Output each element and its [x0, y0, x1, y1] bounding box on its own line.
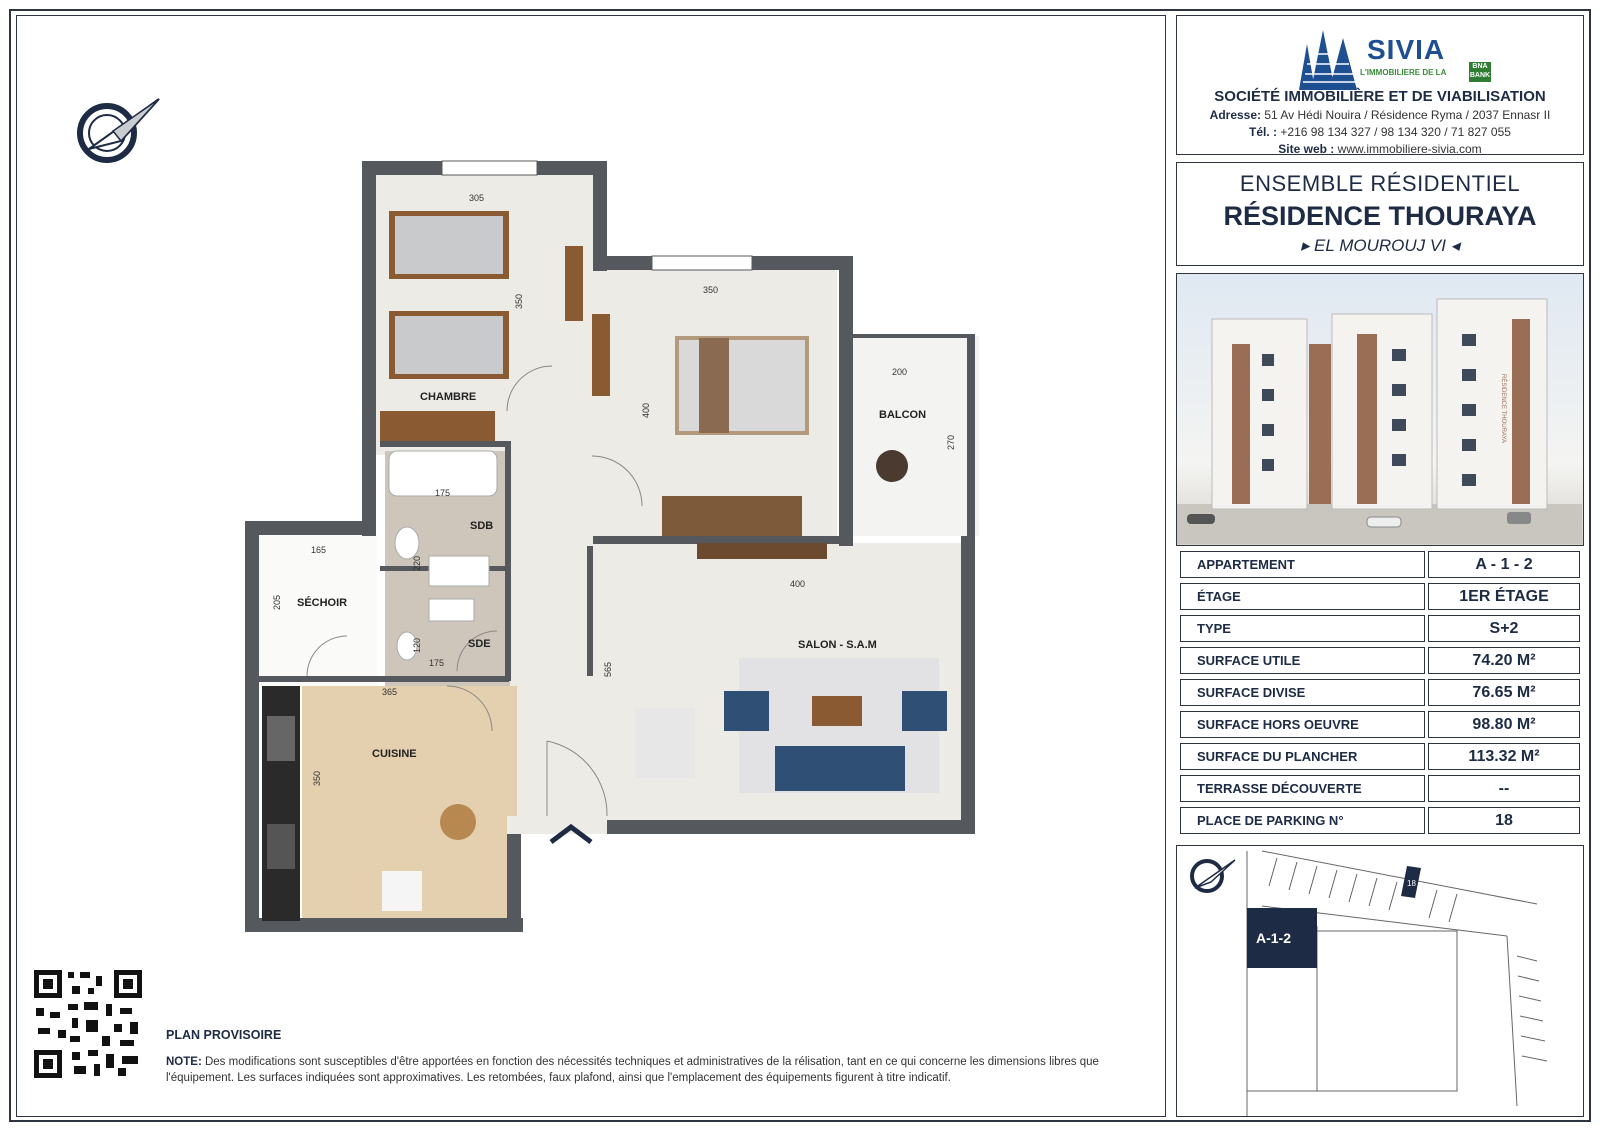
spec-value: 98.80 M² — [1428, 711, 1580, 738]
phone-value: +216 98 134 327 / 98 134 320 / 71 827 055 — [1280, 125, 1511, 139]
spec-value: 74.20 M² — [1428, 647, 1580, 674]
dim-sdb-height: 220 — [412, 555, 422, 571]
dim-sdb-width: 175 — [435, 488, 451, 498]
spec-row-type — [1180, 615, 1580, 642]
address-value: 51 Av Hédi Nouira / Résidence Ryma / 2037 Ennasr II — [1264, 108, 1551, 122]
web-label: Site web : — [1278, 142, 1335, 156]
spec-row-surface-hors-oeuvre — [1180, 711, 1580, 738]
site-plan — [1176, 845, 1584, 1117]
project-location: ▸ EL MOUROUJ VI ◂ — [1300, 236, 1460, 255]
room-label-cuisine: CUISINE — [372, 748, 417, 760]
web-value: www.immobiliere-sivia.com — [1337, 142, 1482, 156]
brand-tagline: L'IMMOBILIERE DE LA — [1360, 68, 1447, 77]
site-unit-label: A-1-2 — [1256, 930, 1292, 946]
room-label-sdb: SDB — [470, 520, 494, 532]
dim-sechoir-height: 205 — [272, 594, 282, 610]
project-title-box — [1176, 162, 1584, 266]
project-name: RÉSIDENCE THOURAYA — [1223, 201, 1537, 231]
dim-salon-height: 565 — [603, 661, 613, 677]
room-label-salon: SALON - S.A.M — [798, 639, 877, 651]
dim-cuisine-height: 350 — [312, 770, 322, 786]
spec-row-surface-utile — [1180, 647, 1580, 674]
dim-sde-width: 175 — [429, 658, 445, 668]
room-label-sde: SDE — [468, 638, 491, 650]
spec-label: APPARTEMENT — [1180, 551, 1425, 578]
spec-label: SURFACE UTILE — [1180, 647, 1425, 674]
qr-code — [32, 968, 144, 1080]
dim-chambre-height: 350 — [514, 293, 524, 309]
spec-value: A - 1 - 2 — [1428, 551, 1580, 578]
brand-name: SIVIA — [1367, 34, 1446, 65]
note-text — [166, 1054, 1141, 1086]
phone-label: Tél. : — [1249, 125, 1278, 139]
dim-master-height: 400 — [641, 402, 651, 418]
spec-value: 113.32 M² — [1428, 743, 1580, 770]
floor-plan — [17, 16, 1167, 1016]
spec-label: SURFACE DU PLANCHER — [1180, 743, 1425, 770]
spec-row-parking — [1180, 807, 1580, 834]
company-phone — [1177, 125, 1583, 139]
room-label-sechoir: SÉCHOIR — [297, 597, 348, 609]
spec-row-surface-divise — [1180, 679, 1580, 706]
company-name: SOCIÉTÉ IMMOBILIÈRE ET DE VIABILISATION — [1214, 88, 1546, 105]
address-label: Adresse: — [1209, 108, 1262, 122]
dim-sde-height: 120 — [412, 637, 422, 653]
facade-text: RÉSIDENCE THOURAYA — [1500, 374, 1506, 444]
spec-value: 18 — [1428, 807, 1580, 834]
spec-row-surface-plancher — [1180, 743, 1580, 770]
spec-label: TYPE — [1180, 615, 1425, 642]
note-title: PLAN PROVISOIRE — [166, 1028, 282, 1042]
dim-balcon-width: 200 — [892, 367, 908, 377]
company-header — [1176, 15, 1584, 155]
spec-row-appartement — [1180, 551, 1580, 578]
building-logo-icon — [1289, 24, 1369, 90]
dim-salon-width: 400 — [790, 579, 806, 589]
spec-label: PLACE DE PARKING N° — [1180, 807, 1425, 834]
bna-bank-badge: BNA BANK — [1469, 62, 1491, 82]
parking-spot-number: 18 — [1407, 879, 1416, 888]
building-render — [1176, 273, 1584, 546]
spec-label: SURFACE HORS OEUVRE — [1180, 711, 1425, 738]
spec-row-terrasse — [1180, 775, 1580, 802]
spec-value: 1ER ÉTAGE — [1428, 583, 1580, 610]
dim-sechoir-width: 165 — [311, 545, 327, 555]
spec-row-etage — [1180, 583, 1580, 610]
dim-cuisine-width: 365 — [382, 687, 398, 697]
location-text: EL MOUROUJ VI — [1314, 236, 1446, 255]
dim-chambre-width: 305 — [469, 193, 485, 203]
company-address — [1177, 108, 1583, 122]
spec-value: S+2 — [1428, 615, 1580, 642]
spec-value: 76.65 M² — [1428, 679, 1580, 706]
dim-balcon-height: 270 — [946, 434, 956, 450]
spec-value: -- — [1428, 775, 1580, 802]
room-label-chambre: CHAMBRE — [420, 391, 477, 403]
dim-master-width: 350 — [703, 285, 719, 295]
note-body: Des modifications sont susceptibles d'être apportées en fonction des nécessités techniques et administratives de la rélisation, tant en ce qui concerne les dimensions libres que l'équipement. Les surfaces indiquées sont approximatives. Les retombées, faux plafond, ainsi que l'emplacement des équipements figurent à titre indicatif. — [166, 1056, 1099, 1084]
project-type: ENSEMBLE RÉSIDENTIEL — [1239, 171, 1521, 196]
spec-label: ÉTAGE — [1180, 583, 1425, 610]
note-label: NOTE: — [166, 1056, 202, 1068]
spec-label: SURFACE DIVISE — [1180, 679, 1425, 706]
room-label-balcon: BALCON — [879, 409, 927, 421]
specs-table — [1176, 551, 1584, 839]
company-website — [1177, 142, 1583, 156]
spec-label: TERRASSE DÉCOUVERTE — [1180, 775, 1425, 802]
floor-plan-panel — [16, 15, 1166, 1117]
